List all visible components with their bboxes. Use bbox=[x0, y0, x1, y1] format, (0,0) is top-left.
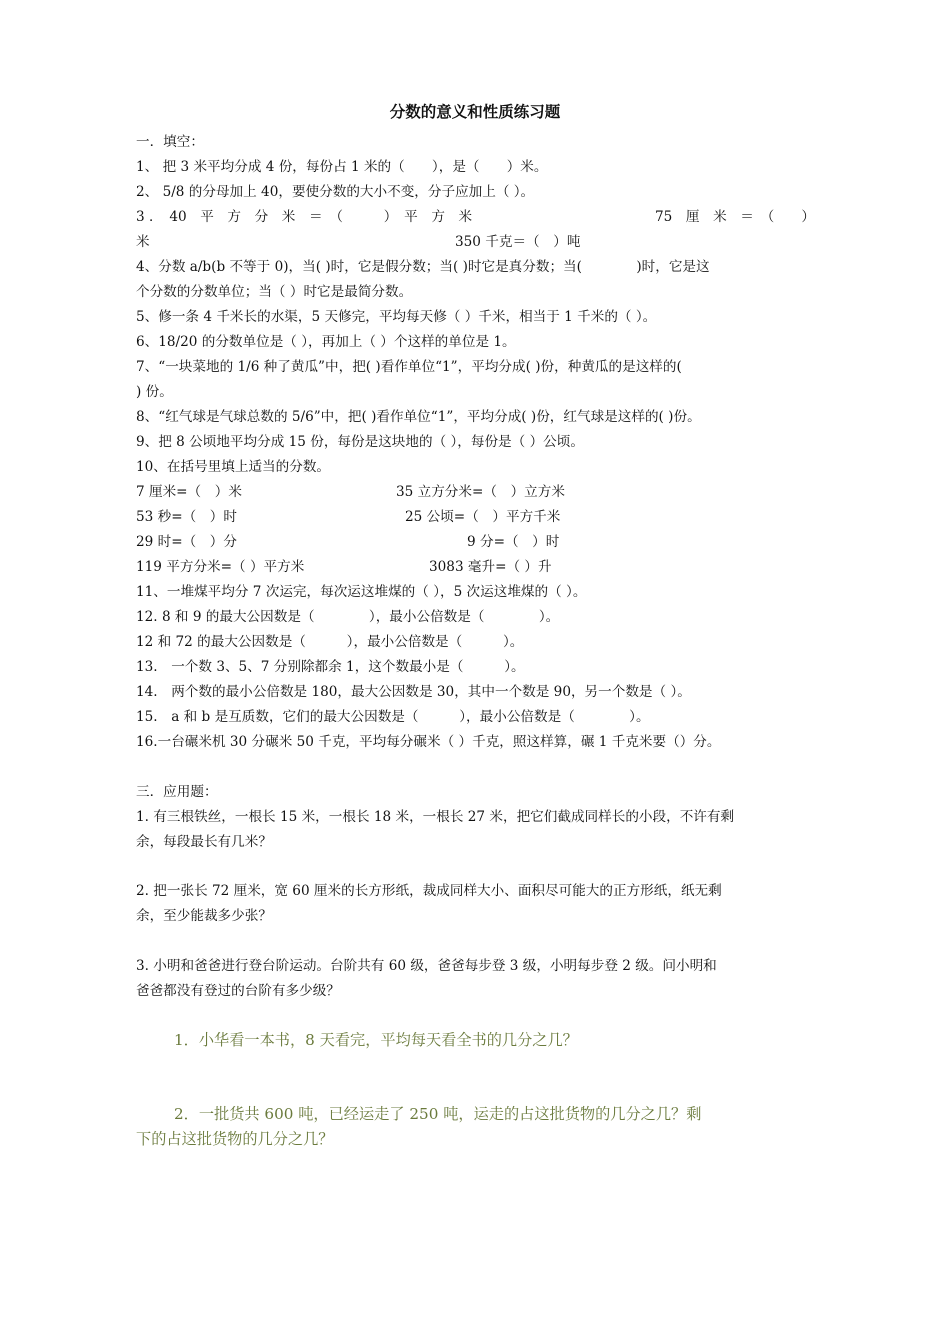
question-4-line-2: 个分数的分数单位；当（ ）时它是最简分数。 bbox=[136, 284, 413, 300]
question-14: 14. 两个数的最小公倍数是 180，最大公因数是 30，其中一个数是 90，另一个数是（ ）。 bbox=[136, 684, 691, 700]
question-15: 15. a 和 b 是互质数，它们的最大公因数是（ ），最小公倍数是（ ）。 bbox=[136, 709, 650, 725]
problem-1-line-2: 余，每段最长有几米？ bbox=[136, 834, 272, 850]
section-heading-fill-blank: 一．填空： bbox=[136, 134, 204, 150]
question-16: 16.一台碾米机 30 分碾米 50 千克，平均每分碾米（ ）千克，照这样算，碾 1 千克米要（）分。 bbox=[136, 734, 721, 750]
question-6: 6、18/20 的分数单位是（ ），再加上（ ）个这样的单位是 1。 bbox=[136, 334, 516, 350]
q10-item-left: 29 时=（ ）分 bbox=[136, 534, 237, 550]
question-3-part-b: 75 厘 米 ＝ （ ） bbox=[655, 209, 816, 225]
q10-item-right: 35 立方分米=（ ）立方米 bbox=[396, 484, 565, 500]
green-problem-1: 1．小华看一本书，8 天看完，平均每天看全书的几分之几？ bbox=[174, 1031, 578, 1049]
q10-item-right: 25 公顷=（ ）平方千米 bbox=[405, 509, 561, 525]
green-problem-2-line-2: 下的占这批货物的几分之几？ bbox=[136, 1130, 334, 1148]
q10-item-left: 119 平方分米=（ ）平方米 bbox=[136, 559, 305, 575]
question-2: 2、 5/8 的分母加上 40，要使分数的大小不变，分子应加上（ ）。 bbox=[136, 184, 535, 200]
q10-item-left: 53 秒=（ ）时 bbox=[136, 509, 237, 525]
question-11: 11、一堆煤平均分 7 次运完，每次运这堆煤的（ ），5 次运这堆煤的（ ）。 bbox=[136, 584, 587, 600]
q10-item-right: 3083 毫升=（ ）升 bbox=[429, 559, 552, 575]
section-heading-word-problems: 三．应用题： bbox=[136, 784, 218, 800]
problem-2-line-2: 余，至少能裁多少张？ bbox=[136, 908, 272, 924]
green-problem-2-line-1: 2．一批货共 600 吨，已经运走了 250 吨，运走的占这批货物的几分之几？剩 bbox=[174, 1105, 702, 1123]
q10-item-right: 9 分=（ ）时 bbox=[467, 534, 560, 550]
question-1: 1、 把 3 米平均分成 4 份，每份占 1 米的（ ），是（ ）米。 bbox=[136, 159, 548, 175]
question-12-line-2: 12 和 72 的最大公因数是（ ），最小公倍数是（ ）。 bbox=[136, 634, 524, 650]
problem-3-line-1: 3. 小明和爸爸进行登台阶运动。台阶共有 60 级，爸爸每步登 3 级，小明每步登 2 级。问小明和 bbox=[136, 958, 717, 974]
page-title: 分数的意义和性质练习题 bbox=[389, 102, 561, 121]
problem-2-line-1: 2. 把一张长 72 厘米，宽 60 厘米的长方形纸，裁成同样大小、面积尽可能大的正方形纸，纸无剩 bbox=[136, 883, 722, 899]
question-3-part-c: 米 bbox=[136, 234, 150, 250]
question-5: 5、修一条 4 千米长的水渠，5 天修完，平均每天修（ ）千米，相当于 1 千米的（ ）。 bbox=[136, 309, 657, 325]
q10-item-left: 7 厘米=（ ）米 bbox=[136, 484, 242, 500]
problem-3-line-2: 爸爸都没有登过的台阶有多少级？ bbox=[136, 983, 340, 999]
question-7-line-1: 7、“一块菜地的 1/6 种了黄瓜”中，把( )看作单位“1”，平均分成( )份，种黄瓜的是这样的( bbox=[136, 359, 682, 375]
question-8: 8、“红气球是气球总数的 5/6”中，把( )看作单位“1”，平均分成( )份，红气球是这样的( )份。 bbox=[136, 409, 701, 425]
question-12-line-1: 12. 8 和 9 的最大公因数是（ ），最小公倍数是（ ）。 bbox=[136, 609, 560, 625]
question-9: 9、把 8 公顷地平均分成 15 份，每份是这块地的（ ），每份是（ ）公顷。 bbox=[136, 434, 584, 450]
problem-1-line-1: 1. 有三根铁丝，一根长 15 米，一根长 18 米，一根长 27 米，把它们截成同样长的小段，不许有剩 bbox=[136, 809, 735, 825]
question-7-line-2: ) 份。 bbox=[136, 384, 173, 400]
question-10: 10、在括号里填上适当的分数。 bbox=[136, 459, 331, 475]
question-13: 13. 一个数 3、5、7 分别除都余 1，这个数最小是（ ）。 bbox=[136, 659, 525, 675]
question-3-part-d: 350 千克＝（ ）吨 bbox=[455, 234, 581, 250]
question-3-part-a: 3 ． 40 平 方 分 米 ＝ （ ） 平 方 米 bbox=[136, 209, 473, 225]
question-4-line-1: 4、分数 a/b(b 不等于 0)，当( )时，它是假分数；当( )时它是真分数；当( )时，它是这 bbox=[136, 259, 710, 275]
